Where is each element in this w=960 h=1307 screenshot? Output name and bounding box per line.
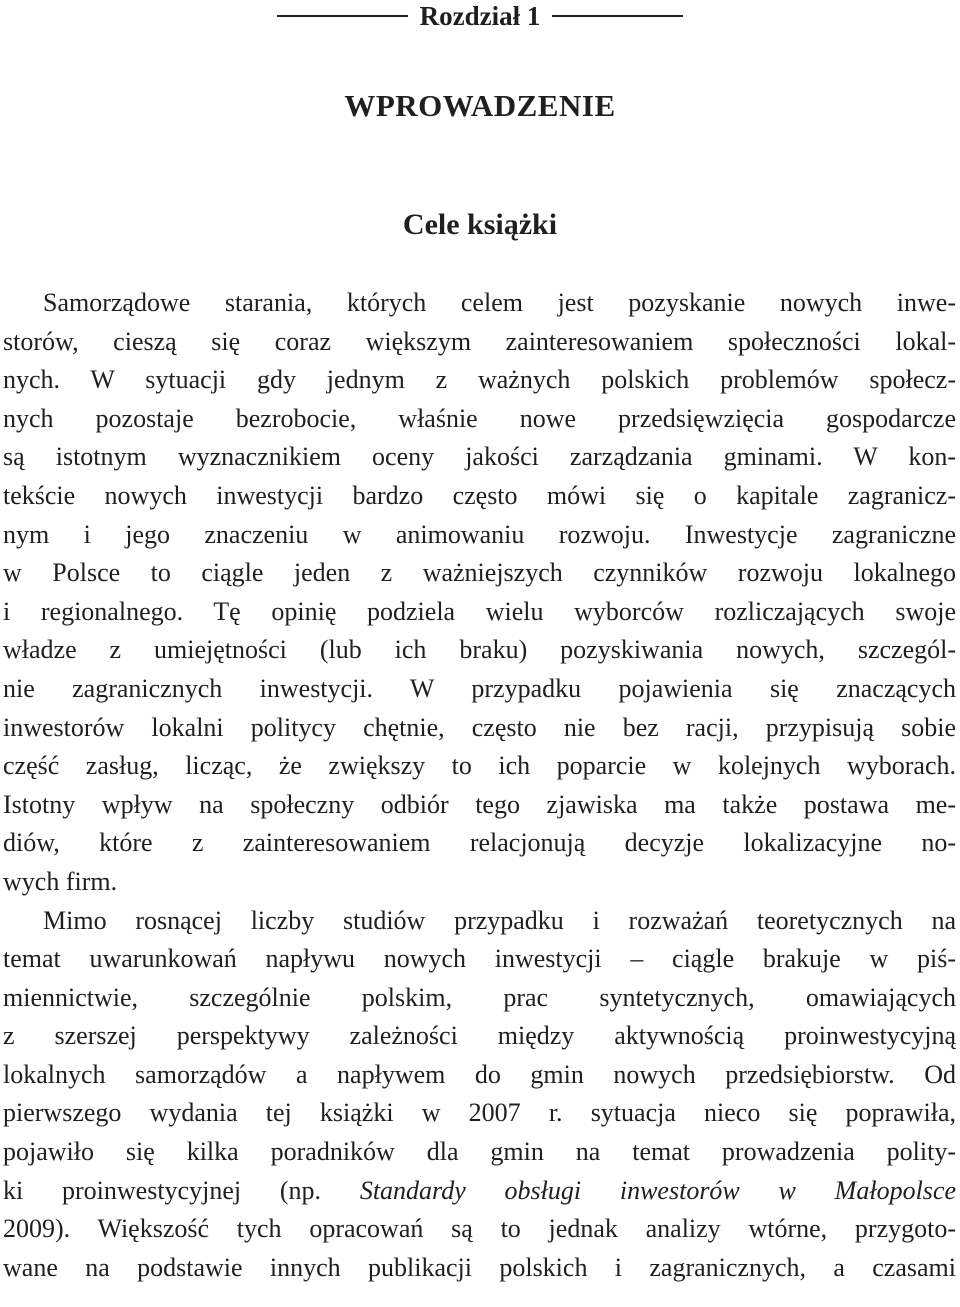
chapter-rule-right <box>552 15 683 17</box>
text-line: storów, cieszą się coraz większym zainteresowaniem społeczności lokal- <box>3 326 956 356</box>
text-line: nym i jego znaczeniu w animowaniu rozwoju. Inwestycje zagraniczne <box>3 519 956 549</box>
body-text <box>3 284 956 1287</box>
text-line: inwestorów lokalni politycy chętnie, często nie bez racji, przypisują sobie <box>3 712 956 742</box>
chapter-title: WPROWADZENIE <box>344 88 616 123</box>
text-line: temat uwarunkowań napływu nowych inwestycji – ciągle brakuje w piś- <box>3 944 956 974</box>
citation-prefix: ki proinwestycyjnej (np. <box>3 1175 360 1205</box>
section-title: Cele książki <box>402 208 558 241</box>
citation-title: Standardy obsługi inwestorów w Małopolsce <box>359 1175 956 1205</box>
text-line: z szerszej perspektywy zależności między aktywnością proinwestycyjną <box>3 1021 956 1051</box>
chapter-label: Rozdział 1 <box>419 1 541 31</box>
chapter-heading <box>0 0 960 32</box>
text-line: i regionalnego. Tę opinię podziela wielu wyborców rozliczających swoje <box>3 596 956 626</box>
text-line: Istotny wpływ na społeczny odbiór tego zjawiska ma także postawa me- <box>3 789 956 819</box>
text-line: tekście nowych inwestycji bardzo często mówi się o kapitale zagranicz- <box>3 480 956 510</box>
text-line: Samorządowe starania, których celem jest pozyskanie nowych inwe- <box>43 288 956 317</box>
chapter-rule-left <box>277 15 408 17</box>
text-line-with-citation <box>3 1172 956 1211</box>
text-line: diów, które z zainteresowaniem relacjonują decyzje lokalizacyjne no- <box>3 828 956 858</box>
text-line: pojawiło się kilka poradników dla gmin na temat prowadzenia polity- <box>3 1137 956 1167</box>
text-line: część zasług, licząc, że zwiększy to ich poparcie w kolejnych wyborach. <box>3 751 956 781</box>
text-line: są istotnym wyznacznikiem oceny jakości zarządzania gminami. W kon- <box>3 442 956 472</box>
text-line: władze z umiejętności (lub ich braku) pozyskiwania nowych, szczegól- <box>3 635 956 665</box>
text-line: Mimo rosnącej liczby studiów przypadku i rozważań teoretycznych na <box>43 905 956 935</box>
text-line: 2009). Większość tych opracowań są to jednak analizy wtórne, przygoto- <box>3 1214 956 1244</box>
text-line: pierwszego wydania tej książki w 2007 r. sytuacja nieco się poprawiła, <box>3 1098 956 1128</box>
text-line: w Polsce to ciągle jeden z ważniejszych czynników rozwoju lokalnego <box>3 558 956 588</box>
text-line: nie zagranicznych inwestycji. W przypadku pojawienia się znaczących <box>3 673 956 703</box>
text-line: miennictwie, szczególnie polskim, prac syntetycznych, omawiających <box>3 982 956 1012</box>
text-line: nych. W sytuacji gdy jednym z ważnych polskich problemów społecz- <box>3 365 956 395</box>
text-line: lokalnych samorządów a napływem do gmin nowych przedsiębiorstw. Od <box>3 1059 956 1089</box>
text-line: nych pozostaje bezrobocie, właśnie nowe przedsięwzięcia gospodarcze <box>3 403 956 433</box>
text-line: wane na podstawie innych publikacji polskich i zagranicznych, a czasami <box>3 1252 956 1282</box>
text-line: wych firm. <box>3 866 118 896</box>
